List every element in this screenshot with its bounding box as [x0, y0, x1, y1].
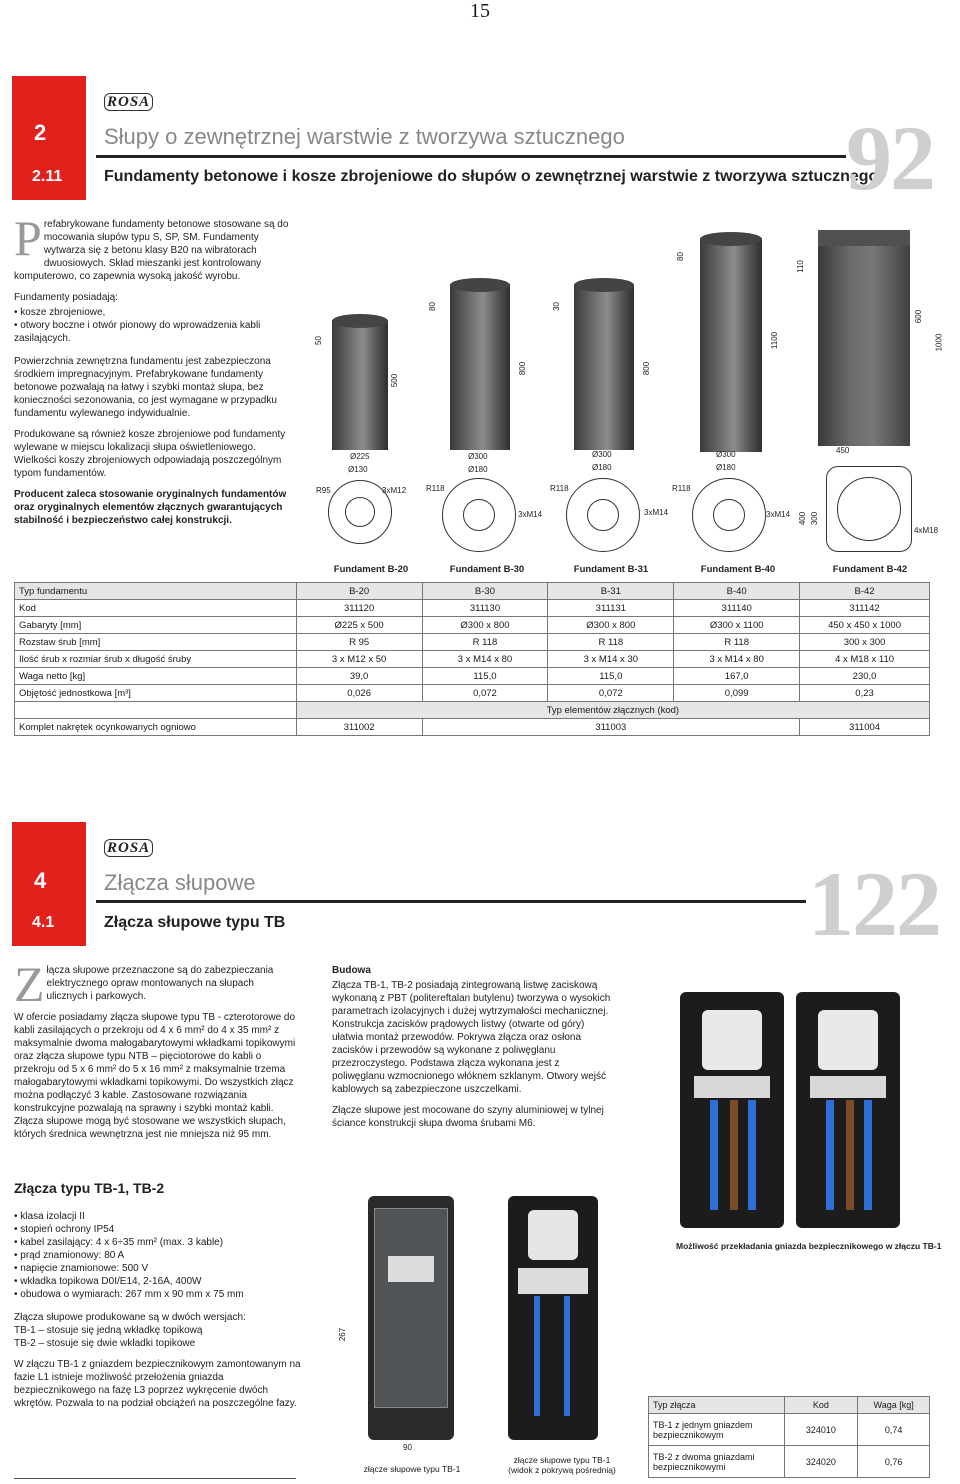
terminal-strip	[694, 1076, 770, 1098]
table-row	[15, 668, 930, 685]
table-cell: Rozstaw śrub [mm]	[15, 634, 297, 651]
table-cell: 0,23	[800, 685, 930, 702]
table-row	[649, 1414, 930, 1446]
terminal-strip	[810, 1076, 886, 1098]
table-header-row	[649, 1397, 930, 1414]
dim-dia-outer: Ø300	[468, 452, 488, 461]
section1-para4: Producent zaleca stosowanie oryginalnych fundamentów oraz oryginalnych elementów złącznych gwarantujących stabilność i bezpieczeństwo całej konstrukcji.	[14, 489, 287, 526]
photo-caption-2a: złącze słupowe typu TB-1	[513, 1455, 611, 1465]
drawing-caption: Fundament B-40	[700, 564, 776, 575]
table-cell: 0,099	[674, 685, 800, 702]
connector-photo-left	[680, 992, 784, 1228]
table-row	[649, 1446, 930, 1478]
foundation-b20-body	[332, 320, 388, 450]
dim-dia-inner: Ø180	[468, 465, 488, 474]
section2-logo: ROSA	[104, 840, 153, 857]
table-cell: 311004	[800, 719, 930, 736]
section1-catalog-number: 92	[846, 107, 934, 209]
plan-inner	[345, 497, 375, 527]
table-cell: 0,74	[858, 1414, 930, 1446]
dim-dia-outer: Ø300	[716, 450, 736, 459]
section1-para1: refabrykowane fundamenty betonowe stosowane są do mocowania słupów typu S, SP, SM. Fundamenty wytwarza się z betonu klasy B20 na wibratorach dwuosiowych. Skład mieszanki jest kontrolowany komputerowo, co zapewnia wysoką jakość wyrobu.	[14, 219, 289, 282]
fuse-socket	[818, 1010, 878, 1070]
foundation-b40-top	[700, 232, 762, 246]
table-cell: Typ złącza	[649, 1397, 785, 1414]
tb-spec-column	[14, 1210, 304, 1418]
table-cell: 311140	[674, 600, 800, 617]
table-cell: Kod	[784, 1397, 858, 1414]
plan-inner	[837, 477, 901, 541]
table-cell: R 118	[422, 634, 548, 651]
table-cell	[15, 702, 297, 719]
drawing-b30	[428, 274, 548, 580]
dim-height2: 1000	[934, 333, 944, 352]
table-cell: 3 x M14 x 80	[674, 651, 800, 668]
table-cell: B-42	[800, 583, 930, 600]
table-cell: B-31	[548, 583, 674, 600]
foundation-b42-top	[818, 230, 910, 246]
table-cell: 0,072	[548, 685, 674, 702]
wire-blue	[864, 1100, 872, 1210]
drawing-b42	[795, 214, 950, 580]
table-cell: Objętość jednostkowa [m³]	[15, 685, 297, 702]
table-cell: 0,072	[422, 685, 548, 702]
drawing-b31	[552, 274, 672, 580]
table-cell: 4 x M18 x 110	[800, 651, 930, 668]
table-cell: TB-2 z dwoma gniazdami bezpiecznikowymi	[649, 1446, 785, 1478]
foundation-b42-plan	[826, 466, 912, 552]
dim-bolts: 3xM14	[518, 510, 543, 519]
table-subheader-row	[15, 702, 930, 719]
dim-dia-outer: Ø300	[592, 450, 612, 459]
wire-blue	[564, 1296, 570, 1416]
table-header-row	[15, 583, 930, 600]
tb-version: TB-2 – stosuje się dwie wkładki topikowe	[14, 1338, 196, 1349]
table-cell: 311003	[422, 719, 800, 736]
table-cell: B-20	[296, 583, 422, 600]
drawing-caption: Fundament B-20	[333, 564, 409, 575]
dim-dia-inner: Ø130	[348, 465, 368, 474]
dim-dia-inner: Ø180	[592, 463, 612, 472]
dim-side1: 400	[798, 511, 808, 526]
table-cell: B-30	[422, 583, 548, 600]
wire-blue	[748, 1100, 756, 1210]
table-cell: 115,0	[422, 668, 548, 685]
section1-number: 2	[34, 120, 47, 145]
table-cell: 230,0	[800, 668, 930, 685]
drawing-caption: Fundament B-42	[832, 564, 908, 575]
section2-text-column	[14, 956, 296, 1149]
plan-inner	[463, 499, 495, 531]
tb-spec-item: • napięcie znamionowe: 500 V	[14, 1262, 304, 1275]
dim-height: 800	[518, 361, 528, 376]
dim-radius: R118	[426, 484, 445, 493]
table-cell: 311131	[548, 600, 674, 617]
section1-para3: Produkowane są również kosze zbrojeniowe pod fundamenty wylewane w miejscu lokalizacji słupa oświetleniowego. Wielkości koszy zbrojeniowych odpowiadają poszczególnym typom fundamentów.	[14, 429, 286, 479]
drawing-caption: Fundament B-30	[449, 564, 525, 575]
section2-subtitle: Złącza słupowe typu TB	[104, 914, 286, 931]
dim-bolts: 4xM18	[914, 526, 939, 535]
dim-width: 450	[836, 446, 850, 455]
table-cell: Ilość śrub x rozmiar śrub x długość śruby	[15, 651, 297, 668]
dropcap-z: Z	[14, 956, 45, 1012]
table-cell: 0,026	[296, 685, 422, 702]
bottom-rule	[14, 1478, 296, 1479]
table-cell: 39,0	[296, 668, 422, 685]
foundation-b40-body	[700, 238, 762, 452]
section1-list-item: • otwory boczne i otwór pionowy do wprowadzenia kabli zasilających.	[14, 319, 296, 345]
table-row	[15, 600, 930, 617]
section2-rule	[96, 900, 806, 903]
table-cell: Typ fundamentu	[15, 583, 297, 600]
section2-title: Złącza słupowe	[104, 870, 256, 895]
dim-dia-inner: Ø180	[716, 463, 736, 472]
budowa-title: Budowa	[332, 965, 371, 976]
table-cell: Ø300 x 1100	[674, 617, 800, 634]
dim-dia-outer: Ø225	[350, 452, 370, 461]
table-cell: Waga netto [kg]	[15, 668, 297, 685]
budowa-para2: Złącze słupowe jest mocowane do szyny aluminiowej w tylnej ściance konstrukcji słupa dwoma śrubami M6.	[332, 1105, 604, 1129]
table-cell: R 118	[674, 634, 800, 651]
table-cell: 0,76	[858, 1446, 930, 1478]
dim-top: 30	[551, 302, 561, 311]
wire-brown	[730, 1100, 738, 1210]
section1-para2: Powierzchnia zewnętrzna fundamentu jest zabezpieczona środkiem impregnacyjnym. Prefabrykowane fundamenty betonowe pozwalają na łatwy i szybki montaż słupa, bez konieczności sezonowania, co jest wymagane w przypadku fundamentu wylewanego indywidualnie.	[14, 356, 277, 419]
table-cell: 3 x M12 x 50	[296, 651, 422, 668]
table-cell: Ø225 x 500	[296, 617, 422, 634]
section1-rule	[96, 155, 846, 158]
dim-bolts: 3xM12	[382, 486, 407, 495]
section2-subnumber: 4.1	[32, 914, 55, 931]
table-cell: B-40	[674, 583, 800, 600]
budowa-column	[332, 964, 614, 1138]
section1-text-column	[14, 210, 296, 535]
table-cell: 450 x 450 x 1000	[800, 617, 930, 634]
plan-inner	[713, 499, 745, 531]
terminal-strip	[518, 1268, 588, 1294]
table-cell: Ø300 x 800	[422, 617, 548, 634]
foundation-b30-body	[450, 284, 510, 450]
dim-bolts: 3xM14	[766, 510, 791, 519]
dim-height-label: 267	[338, 1327, 348, 1342]
connectors-table	[648, 1396, 930, 1478]
foundation-b30-top	[450, 278, 510, 292]
photo-caption-2	[500, 1455, 624, 1475]
dim-top: 80	[427, 302, 437, 311]
table-cell: 311120	[296, 600, 422, 617]
table-cell: Komplet nakrętek ocynkowanych ogniowo	[15, 719, 297, 736]
photo-caption-2b: (widok z pokrywą pośrednią)	[508, 1465, 616, 1475]
foundations-table	[14, 582, 930, 736]
dim-width-label: 90	[403, 1443, 412, 1452]
tb-version: TB-1 – stosuje się jedną wkładkę topikową	[14, 1325, 203, 1336]
section1-title: Słupy o zewnętrznej warstwie z tworzywa sztucznego	[104, 124, 625, 149]
tb-spec-item: • prąd znamionowy: 80 A	[14, 1249, 304, 1262]
section2-number: 4	[34, 868, 47, 893]
table-row	[15, 651, 930, 668]
wire-blue	[710, 1100, 718, 1210]
section1-subnumber: 2.11	[32, 168, 63, 185]
table-cell: 311002	[296, 719, 422, 736]
section2-para1: łącza słupowe przeznaczone są do zabezpieczania elektrycznego opraw montowanych na słupach ulicznych i parkowych.	[46, 965, 274, 1002]
dim-top: 50	[313, 336, 323, 345]
wire-brown	[846, 1100, 854, 1210]
dropcap-p: P	[14, 210, 42, 266]
table-cell: 115,0	[548, 668, 674, 685]
foundation-b42-body	[818, 236, 910, 446]
transparent-cover	[374, 1208, 448, 1408]
table-cell: 324010	[784, 1414, 858, 1446]
section1-subtitle: Fundamenty betonowe i kosze zbrojeniowe do słupów o zewnętrznej warstwie z tworzywa sztucznego	[104, 168, 879, 185]
table-cell: 3 x M14 x 30	[548, 651, 674, 668]
page-number: 15	[470, 0, 490, 22]
dim-height: 600	[914, 309, 924, 324]
section2-red-block	[12, 822, 86, 946]
drawing-b20	[313, 310, 418, 580]
table-cell: 324020	[784, 1446, 858, 1478]
foundation-b40-plan	[692, 478, 766, 552]
terminal-strip	[388, 1256, 434, 1282]
table-row	[15, 719, 930, 736]
section1-list-item: • kosze zbrojeniowe,	[14, 306, 296, 319]
section2-catalog-number: 122	[808, 853, 940, 955]
table-cell: Gabaryty [mm]	[15, 617, 297, 634]
tb-spec-item: • wkładka topikowa D0I/E14, 2-16A, 400W	[14, 1275, 304, 1288]
table-cell: Kod	[15, 600, 297, 617]
foundation-b20-top	[332, 314, 388, 328]
dim-height: 1100	[770, 331, 780, 350]
tb-spec-item: • klasa izolacji II	[14, 1210, 304, 1223]
section2-para3: W złączu TB-1 z gniazdem bezpiecznikowym zamontowanym na fazie L1 istnieje możliwość przełożenia gniazda bezpiecznikowego na fazę L3 poprzez wykręcenie dwóch wkrętów. Pozwala to na podział obciążeń na poszczególne fazy.	[14, 1359, 301, 1409]
tb-section-title: Złącza typu TB-1, TB-2	[14, 1180, 165, 1196]
table-cell: 311130	[422, 600, 548, 617]
foundation-b31-plan	[566, 478, 640, 552]
table-cell: 167,0	[674, 668, 800, 685]
table-cell: 300 x 300	[800, 634, 930, 651]
section1-red-block	[12, 76, 86, 200]
dim-height: 500	[390, 373, 400, 388]
photo-caption-top: Możliwość przekładania gniazda bezpiecznikowego w złączu TB-1	[676, 1241, 942, 1251]
tb-spec-item: • stopień ochrony IP54	[14, 1223, 304, 1236]
fuse-socket	[702, 1010, 762, 1070]
plan-inner	[587, 499, 619, 531]
budowa-para1: Złącza TB-1, TB-2 posiadają zintegrowaną listwę zaciskową wykonaną z PBT (politereftalan butylenu) tworzywa o wysokich parametrach izolacyjnych i dużej wytrzymałości mechanicznej. Konstrukcja zacisków prądowych listwy (otwarte od góry) ułatwia montaż przewodów. Pokrywa złącza oraz osłona zacisków i przewodów są wykonane z poliwęglanu przezroczystego. Podstawa złącza wykonana jest z poliwęglanu wzmocnionego włóknem szklanym. Otwory wejść kablowych są zabezpieczone uszczelkami.	[332, 980, 611, 1095]
drawing-b40	[672, 226, 798, 580]
tb-spec-item: • kabel zasilający: 4 x 6÷35 mm² (max. 3 kable)	[14, 1236, 304, 1249]
dim-radius: R118	[550, 484, 569, 493]
dim-radius: R95	[316, 486, 331, 495]
table-cell: Typ elementów złącznych (kod)	[296, 702, 929, 719]
table-cell: TB-1 z jednym gniazdem bezpiecznikowym	[649, 1414, 785, 1446]
table-cell: 3 x M14 x 80	[422, 651, 548, 668]
dim-top: 80	[675, 252, 685, 261]
foundation-b31-body	[574, 284, 634, 450]
tb1-photo-cover	[508, 1196, 598, 1440]
connector-photo-right	[796, 992, 900, 1228]
section1-logo: ROSA	[104, 94, 153, 111]
tb-spec-item: • obudowa o wymiarach: 267 mm x 90 mm x 75 mm	[14, 1288, 304, 1301]
tb-versions-intro: Złącza słupowe produkowane są w dwóch wersjach:	[14, 1312, 246, 1323]
dim-side2: 300	[810, 511, 820, 526]
tb1-photo	[368, 1196, 454, 1440]
dim-top: 110	[795, 260, 805, 273]
foundation-b30-plan	[442, 478, 516, 552]
dim-height: 800	[642, 361, 652, 376]
section1-list-intro: Fundamenty posiadają:	[14, 292, 118, 303]
table-cell: R 95	[296, 634, 422, 651]
dim-radius: R118	[672, 484, 691, 493]
dim-height-label-area	[336, 1256, 356, 1426]
table-row	[15, 685, 930, 702]
table-row	[15, 617, 930, 634]
table-row	[15, 634, 930, 651]
dim-bolts: 3xM14	[644, 508, 669, 517]
fuse-socket	[528, 1210, 578, 1260]
wire-blue	[534, 1296, 540, 1416]
table-cell: 311142	[800, 600, 930, 617]
drawing-caption: Fundament B-31	[573, 564, 649, 575]
table-cell: R 118	[548, 634, 674, 651]
foundation-b31-top	[574, 278, 634, 292]
table-cell: Waga [kg]	[858, 1397, 930, 1414]
table-cell: Ø300 x 800	[548, 617, 674, 634]
photo-caption-1: złącze słupowe typu TB-1	[363, 1464, 461, 1474]
section2-para2: W ofercie posiadamy złącza słupowe typu TB - czterotorowe do kabli zasilających o przekroju od 4 x 6 mm² do 4 x 35 mm² z maksymalnie dwoma małogabarytowymi wkładkami topikowymi oraz złącza słupowe typu NTB – pięciotorowe do kabli o przekroju od 5 x 6 mm² do 5 x 16 mm² z maksymalnie trzema małogabarytowymi wkładkami topikowymi. Do wszystkich złącz można podłączyć 3 kable. Zastosowane rozwiązania konstrukcyjne pozwalają na sprawny i szybki montaż kabli. Złącza słupowe mogą być stosowane we wszystkich słupach, których średnica wewnętrzna jest nie mniejsza niż 95 mm.	[14, 1012, 296, 1140]
wire-blue	[826, 1100, 834, 1210]
